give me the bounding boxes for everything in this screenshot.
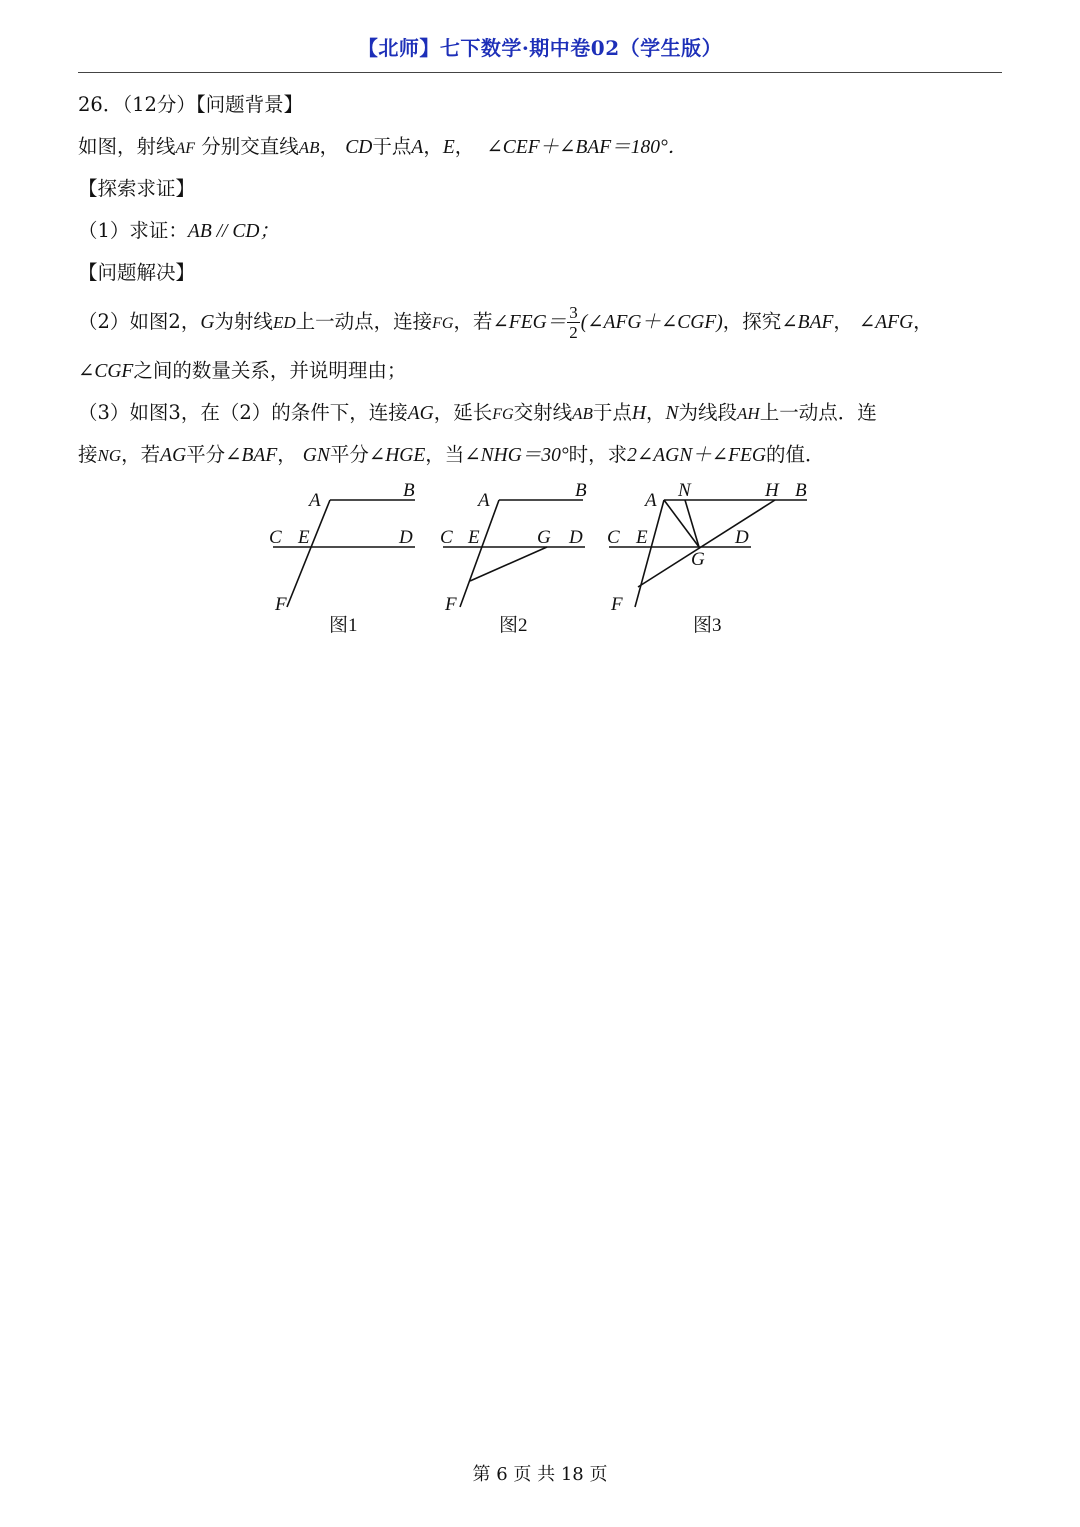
fig2-label-g: G: [537, 527, 551, 548]
fig3-segment-ag: [664, 500, 699, 547]
fig1-label-e: E: [298, 527, 310, 548]
fig3-segment-fh: [638, 500, 775, 587]
header-divider: [78, 72, 1002, 73]
question-26: [78, 84, 1004, 476]
fig1-label-b: B: [403, 480, 415, 501]
fig3-label-g: G: [691, 549, 705, 570]
fig1-caption: 图1: [329, 615, 358, 636]
part-3-line-2: 接NG，若AG平分∠BAF， GN平分∠HGE，当∠NHG＝30°时，求2∠AGN＋∠FEG的值．: [78, 443, 825, 466]
fig1-label-c: C: [269, 527, 282, 548]
fig3-label-n: N: [678, 480, 691, 501]
fig2-label-e: E: [468, 527, 480, 548]
section-solve: 【问题解决】: [78, 261, 196, 284]
fig1-label-f: F: [275, 594, 287, 615]
page-footer: 第 6 页 共 18 页: [472, 1464, 608, 1485]
section-explore: 【探索求证】: [78, 177, 196, 200]
part-2-line-1: （2）如图2，G为射线ED上一动点，连接FG，若∠FEG＝ $\frac{3}{2}$ (∠AFG＋∠CGF)，探究∠BAF， ∠AFG，: [78, 303, 933, 342]
fig3-label-c: C: [607, 527, 620, 548]
fig2-label-c: C: [440, 527, 453, 548]
fig1-ray-af: [287, 500, 330, 607]
part-1: （1）求证：AB // CD；: [78, 219, 279, 242]
intro-line: 如图，射线AF 分别交直线AB， CD于点A，E， ∠CEF＋∠BAF＝180°．: [78, 135, 688, 158]
fig2-label-b: B: [575, 480, 587, 501]
fig2-caption: 图2: [499, 615, 528, 636]
geometry-figures: [255, 475, 825, 645]
fig3-label-b: B: [795, 480, 807, 501]
fig2-label-a: A: [478, 490, 490, 511]
fig3-label-e: E: [636, 527, 648, 548]
fig2-label-f: F: [445, 594, 457, 615]
fig3-caption: 图3: [693, 615, 722, 636]
fig3-label-a: A: [645, 490, 657, 511]
fraction-three-halves: $\frac{3}{2}$: [569, 303, 578, 342]
page-header-title: 【北师】七下数学·期中卷02（学生版）: [357, 36, 723, 60]
fig3-label-f: F: [611, 594, 623, 615]
fig1-label-d: D: [399, 527, 413, 548]
fig2-label-d: D: [569, 527, 583, 548]
fig3-label-h: H: [765, 480, 779, 501]
fig2-segment-fg: [470, 547, 547, 581]
figures-row: [255, 475, 825, 645]
question-number-line: 26．（12分）【问题背景】: [78, 93, 304, 116]
fig1-label-a: A: [309, 490, 321, 511]
part-2-line-2: ∠CGF之间的数量关系，并说明理由；: [78, 359, 407, 382]
fig3-ray-af: [635, 500, 664, 607]
fig3-segment-ng: [685, 500, 699, 547]
fig2-ray-af: [460, 500, 499, 607]
part-3-line-1: （3）如图3，在（2）的条件下，连接AG，延长FG交射线AB于点H，N为线段AH上一动点．连: [78, 401, 877, 424]
fig3-label-d: D: [735, 527, 749, 548]
